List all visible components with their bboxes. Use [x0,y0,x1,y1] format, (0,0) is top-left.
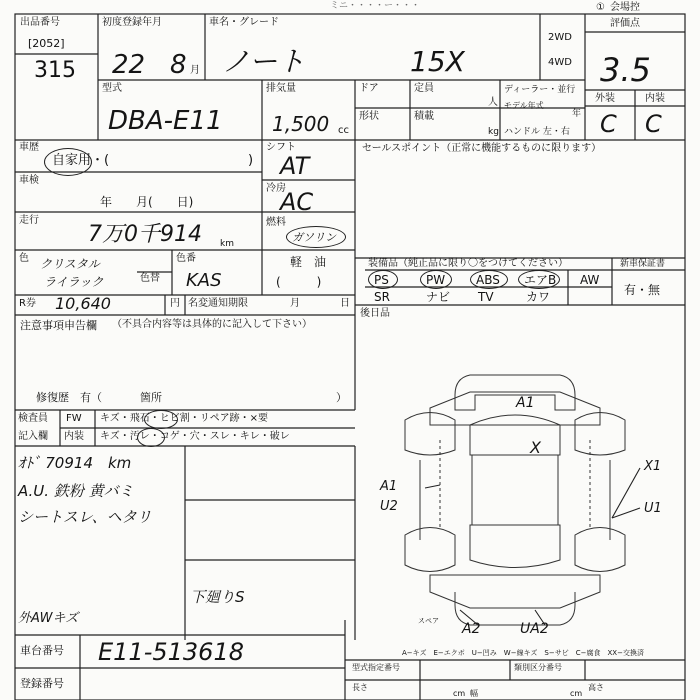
legend: A−キズ E−エクボ U−凹み W−線キズ S−サビ C−腐食 XX−交換済 [402,649,644,657]
fuel-light-oil: 軽 油 [290,255,327,269]
lot-code: [2052] [28,37,65,50]
auction-sheet: ミニ・・・・ー・・・ ① 会場控 出品番号 [2052] 315 初度登録年月 22 8 月 車名・グレード ノート 15X 2WD 4WD 評価点 3.5 外装 内装 C C 型式 DBA-E11 排気量 1,500 cc ドア 定員 人 ディーラー・並行 モデル年式 年 形状 積載 kg ハンドル 左・右 車歴 自家用・( ) シフト AT 車検 年 月( 日) 冷房 AC 走行 7万0千914 km 燃料 ガソリン 軽 油 ( ) 色 クリスタル ライラック 色替 色番 KAS R券 10,640 円 名変通知期限 月 日 セールスポイント（正常に機能するものに限ります） 装備品（純正品に限り〇をつけてください） 新車保証書 有・無 PS PW ABS エアB AW SR ナビ TV カワ 後日品 注意事項申告欄 （不具合内容等は具体的に記入して下さい） 修復歴 有（ 箇所 ） 検査員 記入欄 FW キズ・飛石・ヒビ割・リペア跡・×要 内装 キズ・汚レ・コゲ・穴・スレ・キレ・破レ ｵﾄﾞ 70914 km A.U. 鉄粉 黄バミ シートスレ、ヘタリ 下廻りS 外AWキズ A1 X A1 U2 X1 U1 A2 UA2 スペア A−キズ E−エクボ U−凹み W−線キズ S−サビ C−腐食 XX−交換済 型式指定番号 類別区分番号 長さ 幅 高さ cm cm 車台番号 E11-513618 登録番号 [0,0,700,700]
mark-top: A1 [516,395,535,411]
mark-left-lower: U2 [380,499,398,514]
handle-label: ハンドル 左・右 [504,127,570,137]
stain-circle [137,428,165,447]
month-suffix: 月 [190,65,200,76]
eq-ps-circle [368,270,398,289]
shape-label: 形状 [359,111,379,122]
note-line-2: A.U. 鉄粉 黄バミ [18,482,134,500]
history-label: 車歴 [19,142,39,153]
color-label: 色 [19,253,29,264]
cm-label-1: cm [453,689,466,698]
score-value: 3.5 [600,51,651,89]
mileage-label: 走行 [19,215,39,226]
mark-right-upper: X1 [644,459,662,474]
fourwd-label: 4WD [548,57,572,68]
mark-bottom-left: A2 [462,621,481,637]
fuel-circle [286,226,346,248]
lower-note: 下廻りS [190,588,245,606]
width-label: 幅 [470,689,478,698]
mark-roof: X [530,438,541,457]
r-ticket-label: R券 [19,298,36,309]
lot-no-label: 出品番号 [20,17,60,28]
month-label: 月 [290,298,300,309]
first-reg-year: 22 [112,50,146,80]
seats-label: 後日品 [360,308,390,319]
eq-aw: AW [580,273,600,287]
eq-abs-circle [470,270,508,289]
header-title: ミニ・・・・ー・・・ [330,1,421,11]
eq-tv: TV [478,290,494,304]
warranty-label: 新車保証書 [620,259,666,269]
model-grade-label: 車名・グレード [209,17,279,28]
chassis-value: E11-513618 [98,638,244,666]
mark-left-upper: A1 [380,479,398,494]
stone-chip-circle [144,410,178,429]
shift-label: シフト [266,142,296,153]
color-line2: ライラック [44,275,104,289]
model-name: ノート [222,45,306,78]
reg-no-label: 登録番号 [20,677,64,690]
kg-label: kg [488,127,499,137]
inspection-ym: 年 月( 日) [100,195,194,209]
interior-label: 内装 [645,93,665,104]
ac-value: AC [280,188,314,216]
equipment-label: 装備品（純正品に限り〇をつけてください） [368,258,568,269]
notes-hint: （不具合内容等は具体的に記入して下さい） [112,319,312,330]
year-suffix: 年 [572,109,582,119]
lot-number: 315 [34,58,76,83]
twowd-label: 2WD [548,32,572,43]
aw-note: 外AWキズ [18,611,79,626]
notes-label: 注意事項申告欄 [20,319,97,332]
int-checks: キズ・汚レ・コゲ・穴・スレ・キレ・破レ [100,431,290,442]
eq-pw: PW [426,273,446,287]
fw-label: FW [66,413,82,424]
km-label: km [220,239,234,249]
shift-value: AT [280,152,310,180]
first-reg-month: 8 [170,50,187,80]
load-label: 積載 [414,111,434,122]
cm-label-2: cm [570,689,583,698]
ac-label: 冷房 [266,183,286,194]
eq-navi: ナビ [426,290,451,304]
eq-sr: SR [374,290,390,304]
recorder-label: 記入欄 [18,431,48,442]
eq-airbag-circle [518,270,560,289]
mileage-value: 7万0千914 [88,222,202,247]
venue-prefix: ① [596,2,605,13]
class-no-label: 類別区分番号 [514,663,562,672]
cc-label: cc [338,125,349,136]
displacement-value: 1,500 [272,112,330,136]
dealer-label: ディーラー・並行 [504,85,576,95]
color-no-label: 色番 [176,253,196,264]
person-unit: 人 [488,97,498,108]
chassis-no-label: 車台番号 [20,644,64,657]
length-label: 長さ [352,683,368,692]
r-ticket-value: 10,640 [55,294,111,313]
repair-history-label: 修復歴 有（ [36,391,102,404]
mark-bottom-right: UA2 [520,621,549,637]
mark-right-lower: U1 [644,501,662,516]
displacement-label: 排気量 [266,83,296,94]
recolor-label: 色替 [140,273,160,284]
interior-grade: C [645,110,662,138]
model-cat-label: 型式指定番号 [352,663,400,672]
type-code: DBA-E11 [108,106,223,136]
color-line1: クリスタル [40,257,100,271]
exterior-label: 外装 [595,93,615,104]
inspection-label: 車検 [19,175,39,186]
warranty-options: 有・無 [624,283,661,297]
repair-location-label: 箇所 [140,391,162,404]
venue-label: 会場控 [610,2,640,13]
eq-leather: カワ [526,290,551,304]
spare-label: スペア [418,617,439,625]
type-label: 型式 [102,83,122,94]
first-reg-label: 初度登録年月 [102,17,162,28]
note-line-3: シートスレ、ヘタリ [18,508,152,526]
inspector-label: 検査員 [18,413,48,424]
eq-ps: PS [374,273,389,287]
sales-point-label: セールスポイント（正常に機能するものに限ります） [362,143,602,154]
day-label: 日 [340,298,350,309]
yen-label: 円 [170,298,180,309]
eq-airbag: エアB [524,273,557,287]
eq-abs: ABS [476,273,500,287]
door-label: ドア [359,83,379,94]
recycle-deadline-label: 名変通知期限 [188,298,248,309]
fuel-value: ガソリン [292,231,336,244]
exterior-grade: C [600,110,617,138]
eq-pw-circle [420,270,452,289]
height-label: 高さ [588,683,604,692]
history-options: 自家用・( [52,153,110,168]
score-label: 評価点 [610,18,640,29]
note-line-1: ｵﾄﾞ 70914 km [18,454,132,472]
car-diagram [405,375,625,625]
grade: 15X [410,45,465,78]
fuel-label: 燃料 [266,217,286,228]
model-year-label: モデル年式 [504,101,544,110]
int-label: 内装 [64,431,84,442]
color-no-value: KAS [186,270,222,291]
history-circle [44,148,92,176]
capacity-label: 定員 [414,83,434,94]
ext-checks: キズ・飛石・ヒビ割・リペア跡・×要 [100,413,268,424]
fuel-other: ( ) [276,275,322,289]
